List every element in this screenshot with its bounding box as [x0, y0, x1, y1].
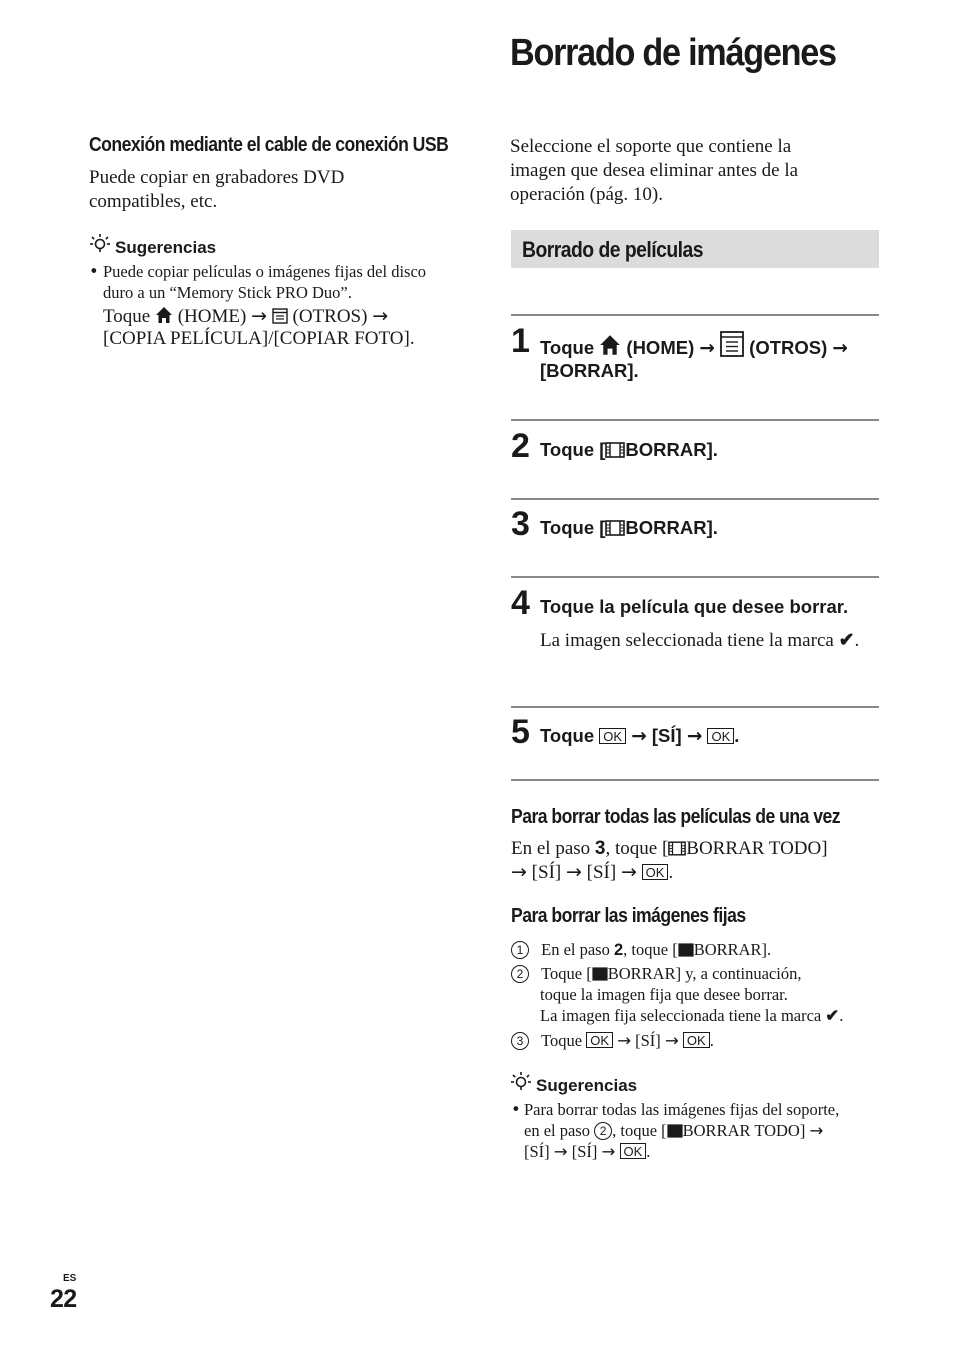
film-icon [668, 841, 686, 856]
ok-button-icon: OK [586, 1032, 613, 1048]
bullet: • [89, 262, 99, 281]
arrow-icon: → [601, 1142, 616, 1161]
arrow-icon: → [809, 1121, 824, 1140]
text: , toque [ [612, 1121, 667, 1140]
home-icon [599, 334, 621, 356]
step-5-line [540, 723, 885, 750]
si-label: [SÍ] [635, 1031, 661, 1050]
arrow-icon: → [251, 305, 267, 327]
tips-block-left [89, 233, 216, 258]
text: BORRAR] y, a continuación, [607, 964, 802, 983]
step-2-line [540, 437, 885, 463]
all-movies-heading: Para borrar todas las películas de una vez [511, 806, 840, 828]
step-text: Toque [ [540, 439, 606, 460]
text: , toque [ [623, 940, 678, 959]
arrow-icon: → [686, 726, 703, 747]
step-text: BORRAR]. [625, 517, 718, 538]
ok-button-icon: OK [642, 864, 669, 880]
tip-text-right [511, 1099, 881, 1161]
tip-line4: [COPIA PELÍCULA]/[COPIAR FOTO]. [103, 328, 415, 349]
text: . [839, 1006, 844, 1025]
tip-line1: Puede copiar películas o imágenes fijas del disco [103, 262, 427, 281]
lightbulb-icon [89, 233, 111, 255]
tips-label: Sugerencias [536, 1076, 638, 1095]
lightbulb-icon [510, 1071, 532, 1093]
text: La imagen fija seleccionada tiene la marca [540, 1006, 822, 1025]
ok-button-icon: OK [683, 1032, 710, 1048]
arrow-icon: → [553, 1142, 568, 1161]
arrow-icon: → [631, 726, 647, 747]
text: Toque [ [541, 964, 592, 983]
arrow-icon: → [565, 861, 582, 883]
divider [511, 779, 879, 781]
page-number: 22 [50, 1285, 77, 1313]
text: BORRAR TODO] [686, 838, 828, 859]
bullet: • [511, 1100, 521, 1119]
toque-text: Toque [540, 725, 595, 746]
arrow-icon: → [372, 305, 389, 327]
otros-icon [720, 331, 744, 357]
step-ref: 2 [613, 941, 624, 959]
usb-heading: Conexión mediante el cable de conexión USB [89, 134, 449, 156]
page-title: Borrado de imágenes [510, 32, 836, 74]
ok-button-icon: OK [707, 728, 734, 744]
ok-button-icon: OK [599, 728, 626, 744]
circled-number: 2 [594, 1122, 612, 1140]
text: . [709, 1031, 714, 1050]
ok-button-icon: OK [620, 1143, 647, 1159]
home-label: (HOME) [626, 337, 695, 358]
arrow-icon: → [664, 1031, 679, 1050]
arrow-icon: → [620, 861, 637, 883]
stills-heading: Para borrar las imágenes fijas [511, 905, 746, 927]
tips-block-right [510, 1071, 637, 1096]
arrow-icon: → [699, 338, 715, 359]
still-image-icon [667, 1124, 683, 1138]
stills-item-1 [511, 939, 771, 961]
tip-line3 [103, 304, 388, 329]
toque-text: Toque [103, 306, 151, 327]
circled-number: 2 [511, 965, 529, 983]
language-code: ES [63, 1273, 77, 1284]
divider [511, 498, 879, 500]
step-number: 4 [511, 584, 530, 622]
all-movies-line1 [511, 837, 828, 861]
section-heading: Borrado de películas [522, 237, 703, 262]
step-text: Toque [ [540, 517, 606, 538]
arrow-icon: → [511, 861, 527, 883]
step-number: 1 [511, 322, 530, 360]
step-end: . [734, 725, 740, 746]
otros-label: (OTROS) [749, 337, 828, 358]
still-image-icon [678, 943, 694, 957]
divider [511, 706, 879, 708]
tips-label: Sugerencias [115, 238, 217, 257]
text: En el paso [541, 940, 610, 959]
all-movies-line2 [511, 860, 673, 885]
si-label: [SÍ] [651, 725, 682, 746]
home-label: (HOME) [177, 306, 247, 327]
otros-icon [272, 308, 288, 324]
si-label: [SÍ] [524, 1142, 550, 1161]
step-number: 5 [511, 713, 530, 751]
tip2-line2 [524, 1120, 823, 1141]
circled-number: 3 [511, 1032, 529, 1050]
text: . [646, 1142, 651, 1161]
step-4-note [540, 629, 870, 653]
text: BORRAR TODO] [682, 1121, 806, 1140]
step-number: 2 [511, 427, 530, 465]
film-icon [605, 520, 625, 536]
checkmark-icon: ✔ [825, 1007, 840, 1025]
si-label: [SÍ] [586, 862, 617, 883]
still-image-icon [592, 967, 608, 981]
circled-number: 1 [511, 941, 529, 959]
si-label: [SÍ] [531, 862, 562, 883]
step-1-line2: [BORRAR]. [540, 360, 639, 381]
note-text: La imagen seleccionada tiene la marca [540, 630, 834, 651]
tip-text-left [89, 261, 469, 349]
stills-item-2-line3 [540, 1005, 843, 1027]
home-icon [155, 306, 173, 324]
checkmark-icon: ✔ [838, 630, 855, 651]
film-icon [605, 442, 625, 458]
stills-item-2-line2: toque la imagen fija que desee borrar. [540, 985, 788, 1004]
step-4-line: Toque la película que desee borrar. [540, 596, 849, 617]
si-label: [SÍ] [571, 1142, 598, 1161]
toque-text: Toque [540, 337, 595, 358]
divider [511, 576, 879, 578]
text: BORRAR]. [693, 940, 772, 959]
text: En el paso [511, 838, 591, 859]
text: en el paso [524, 1121, 590, 1140]
note-end: . [854, 630, 860, 651]
stills-item-2 [511, 963, 801, 984]
section-heading-bar [511, 230, 879, 268]
step-text: BORRAR]. [625, 439, 718, 460]
otros-label: (OTROS) [292, 306, 368, 327]
step-ref: 3 [594, 838, 606, 859]
stills-item-3 [511, 1030, 714, 1051]
text: . [668, 862, 674, 883]
arrow-icon: → [832, 338, 848, 359]
arrow-icon: → [617, 1031, 632, 1050]
step-3-line [540, 515, 885, 541]
text: , toque [ [605, 838, 669, 859]
tip2-line1: Para borrar todas las imágenes fijas del soporte, [524, 1100, 840, 1119]
step-number: 3 [511, 505, 530, 543]
toque-text: Toque [541, 1031, 583, 1050]
tip2-line3 [524, 1141, 650, 1162]
divider [511, 314, 879, 316]
intro-text: Seleccione el soporte que contiene la imagen que desea eliminar antes de la operación (pág. 10). [510, 136, 799, 205]
divider [511, 419, 879, 421]
tip-line2: duro a un “Memory Stick PRO Duo”. [103, 283, 352, 302]
usb-text: Puede copiar en grabadores DVD compatibles, etc. [89, 167, 345, 212]
